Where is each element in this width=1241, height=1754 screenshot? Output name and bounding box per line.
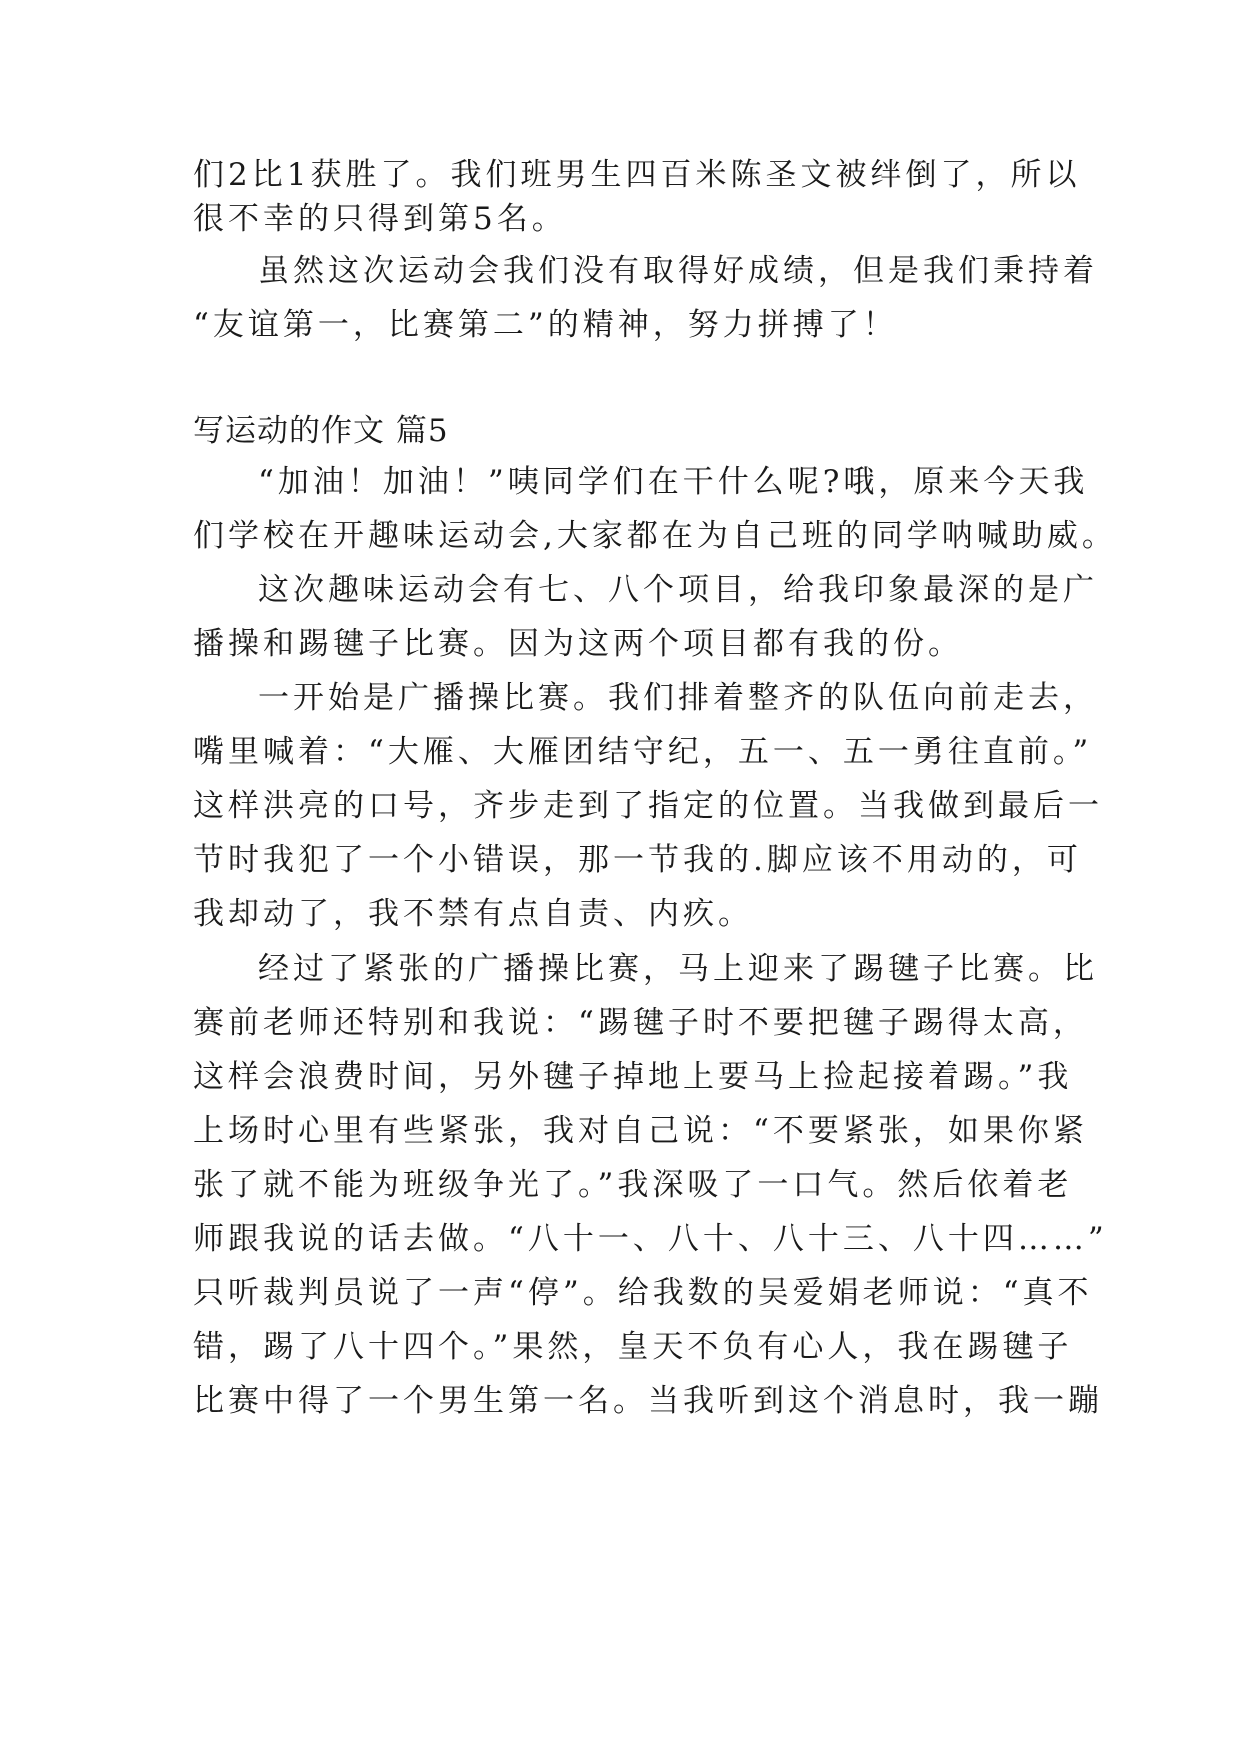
text-line: 上场时心里有些紧张，我对自己说：“不要紧张，如果你紧 xyxy=(193,1113,1088,1149)
text-line: 这次趣味运动会有七、八个项目，给我印象最深的是广 xyxy=(258,572,1098,608)
text-line: 们学校在开趣味运动会,大家都在为自己班的同学呐喊助威。 xyxy=(193,518,1117,554)
text-line: 经过了紧张的广播操比赛，马上迎来了踢毽子比赛。比 xyxy=(258,951,1098,987)
text-line: 张了就不能为班级争光了。”我深吸了一口气。然后依着老 xyxy=(193,1167,1073,1203)
text-line: 错，踢了八十四个。”果然，皇天不负有心人，我在踢毽子 xyxy=(193,1329,1073,1365)
text-line: 赛前老师还特别和我说：“踢毽子时不要把毽子踢得太高， xyxy=(193,1005,1088,1041)
text-line: 这样会浪费时间，另外毽子掉地上要马上捡起接着踢。”我 xyxy=(193,1059,1073,1095)
section-heading: 写运动的作文 篇5 xyxy=(193,413,449,449)
text-line: 师跟我说的话去做。“八十一、八十、八十三、八十四……” xyxy=(193,1221,1108,1257)
text-line: 一开始是广播操比赛。我们排着整齐的队伍向前走去， xyxy=(258,680,1098,716)
text-line: 我却动了，我不禁有点自责、内疚。 xyxy=(193,896,753,932)
text-line: 这样洪亮的口号，齐步走到了指定的位置。当我做到最后一 xyxy=(193,788,1103,824)
text-line: 只听裁判员说了一声“停”。给我数的吴爱娟老师说：“真不 xyxy=(193,1275,1093,1311)
text-line: 很不幸的只得到第5名。 xyxy=(193,201,567,237)
text-line: 播操和踢毽子比赛。因为这两个项目都有我的份。 xyxy=(193,626,963,662)
text-line: 比赛中得了一个男生第一名。当我听到这个消息时，我一蹦 xyxy=(193,1383,1103,1419)
text-line: 节时我犯了一个小错误，那一节我的.脚应该不用动的，可 xyxy=(193,842,1082,878)
text-line: 们2比1获胜了。我们班男生四百米陈圣文被绊倒了，所以 xyxy=(193,157,1081,193)
text-line: 嘴里喊着：“大雁、大雁团结守纪，五一、五一勇往直前。” xyxy=(193,734,1093,770)
text-line: 虽然这次运动会我们没有取得好成绩，但是我们秉持着 xyxy=(258,253,1098,289)
text-line: “加油！加油！”咦同学们在干什么呢?哦，原来今天我 xyxy=(258,464,1089,500)
text-line: “友谊第一，比赛第二”的精神，努力拼搏了！ xyxy=(193,307,898,343)
